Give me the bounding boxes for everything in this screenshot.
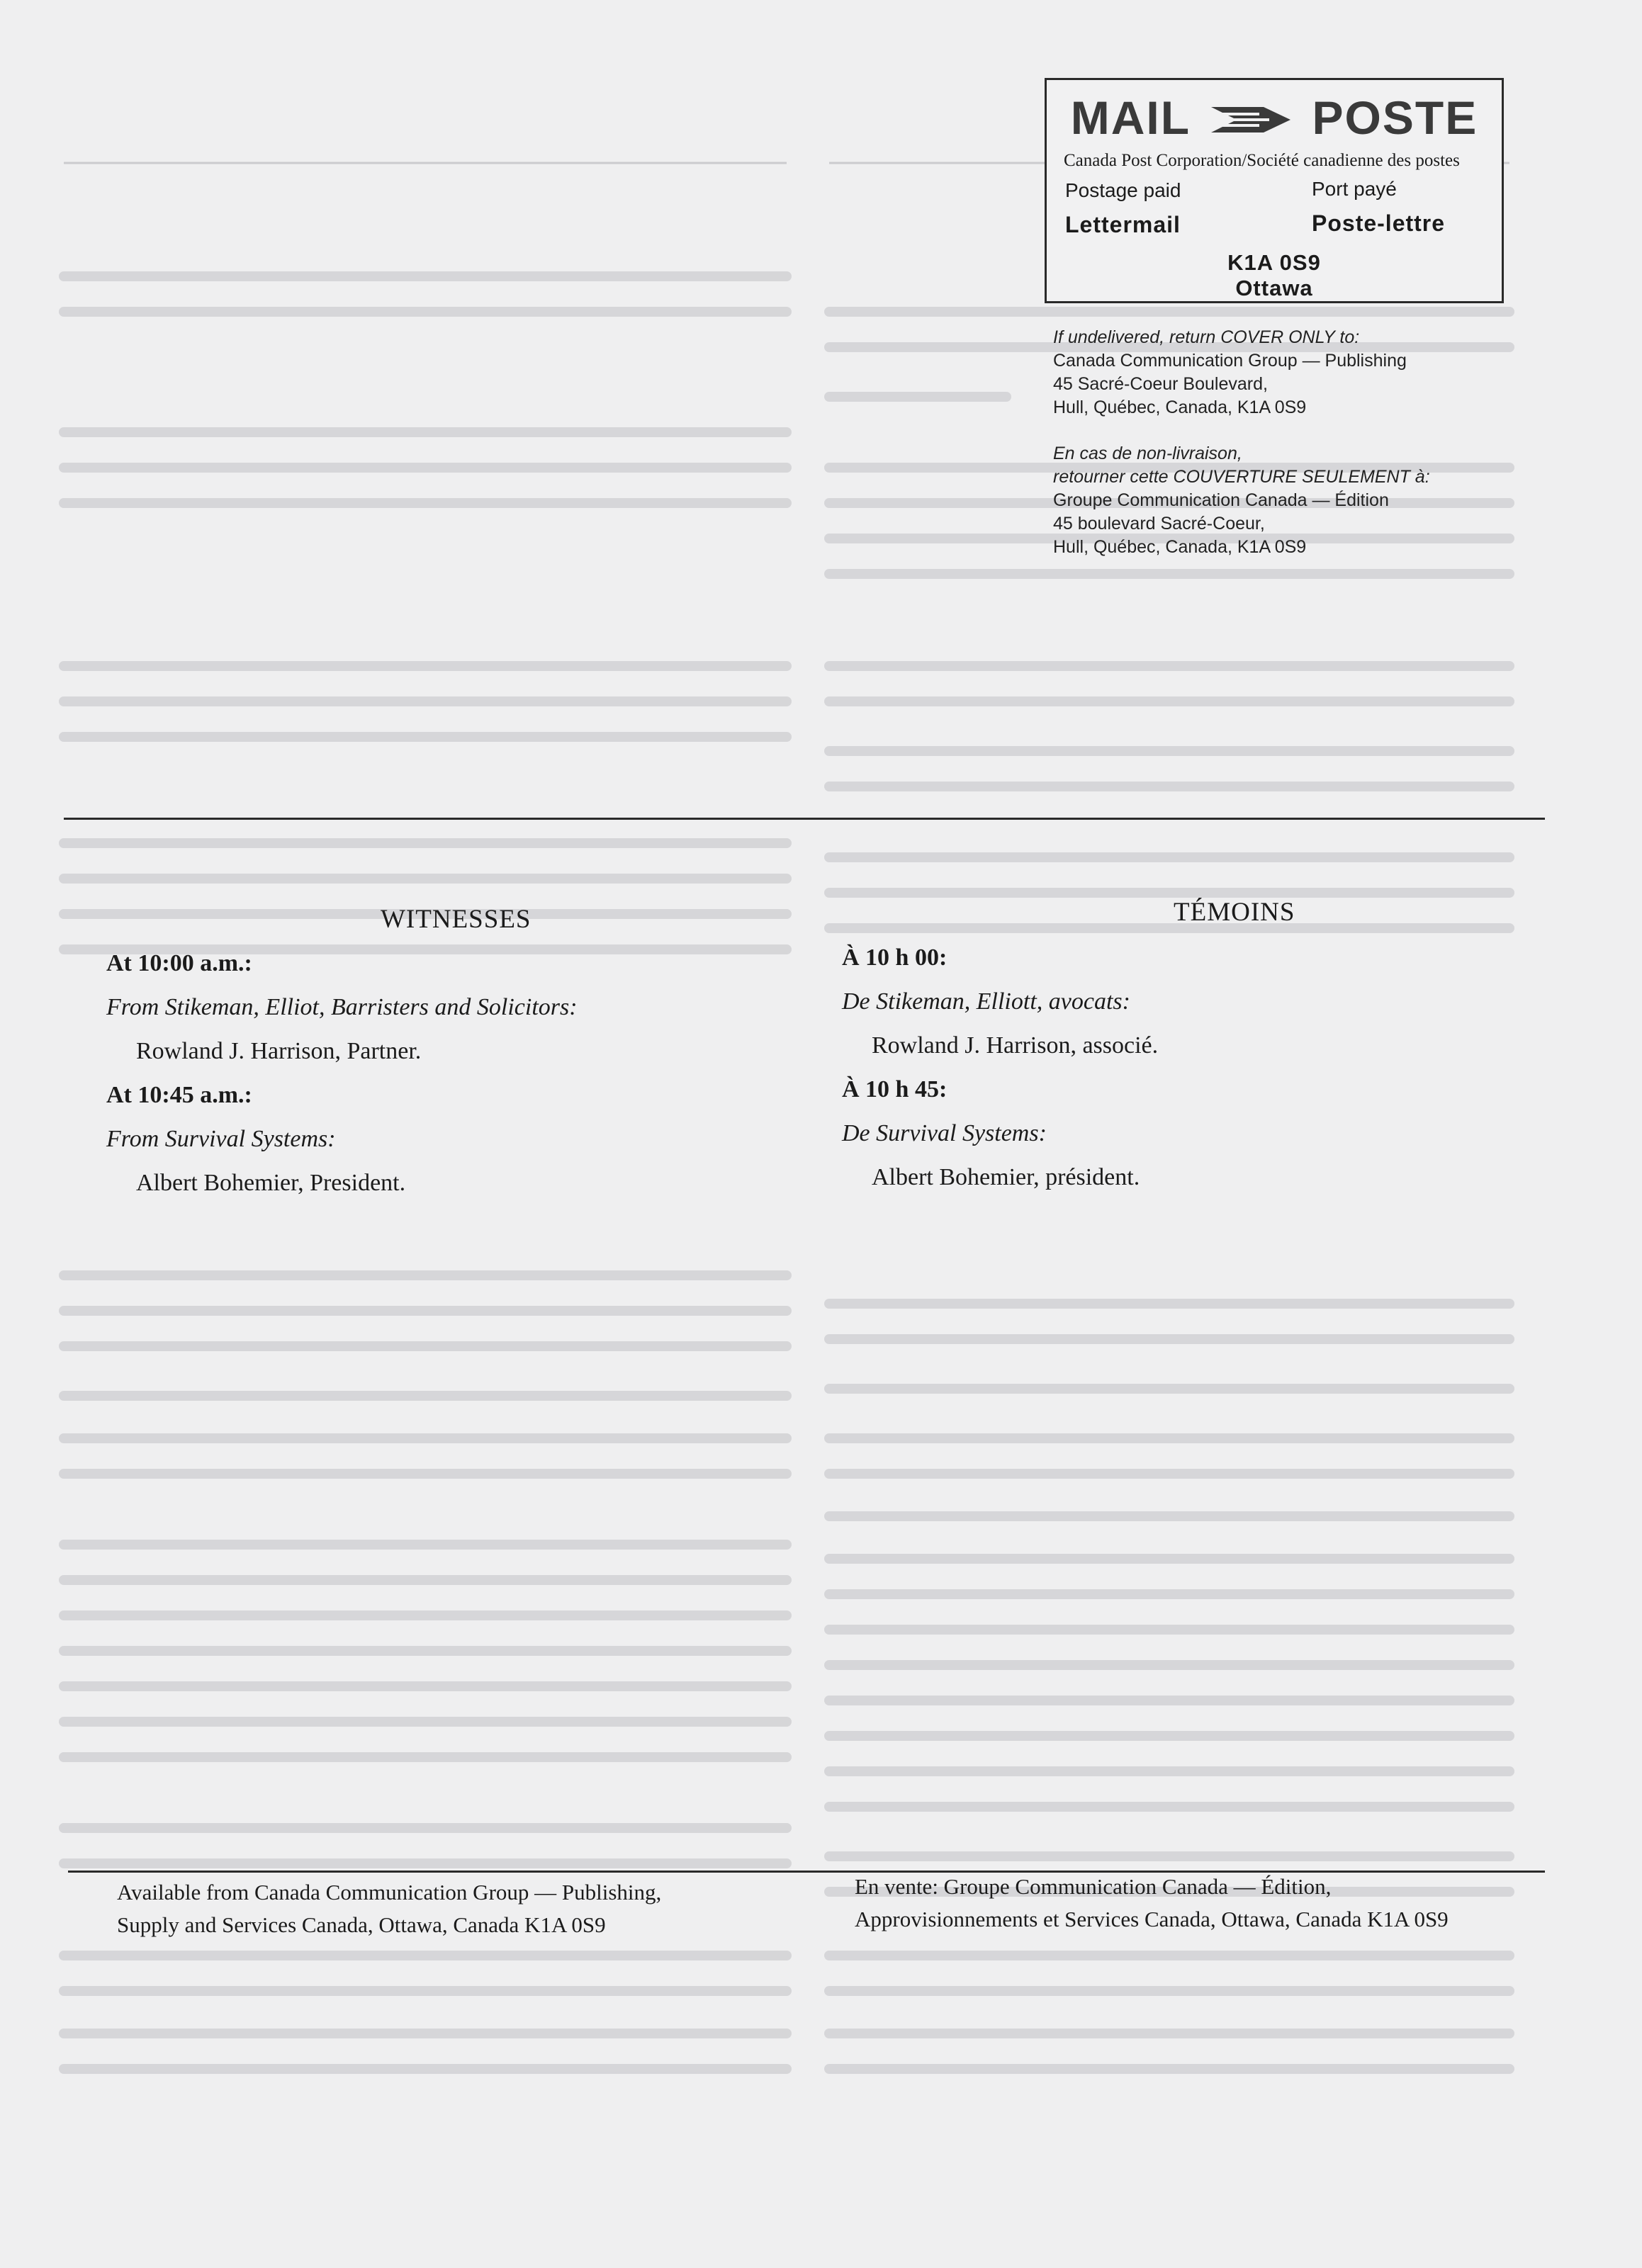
witnesses-heading: WITNESSES — [381, 905, 532, 934]
return-instruction-fr-2: retourner cette COUVERTURE SEULEMENT à: — [1053, 467, 1430, 487]
return-city-fr: Hull, Québec, Canada, K1A 0S9 — [1053, 537, 1307, 557]
return-org-en: Canada Communication Group — Publishing — [1053, 351, 1407, 371]
postal-code: K1A 0S9 — [1227, 250, 1321, 275]
postal-city: Ottawa — [1235, 276, 1313, 300]
canada-post-arrow-icon — [1208, 98, 1293, 145]
mail-label: MAIL — [1070, 91, 1190, 144]
footer-french — [855, 1871, 1449, 1936]
mail-poste-logo — [1047, 91, 1502, 145]
footer-english-line-2: Supply and Services Canada, Ottawa, Canada K1A 0S9 — [117, 1912, 606, 1937]
footer-english — [117, 1876, 661, 1941]
temoin-org-1: De Stikeman, Elliott, avocats: — [842, 988, 1130, 1015]
return-city-en: Hull, Québec, Canada, K1A 0S9 — [1053, 397, 1307, 417]
witness-org-2: From Survival Systems: — [106, 1126, 336, 1152]
return-address-english — [1053, 326, 1407, 419]
witness-time-2: At 10:45 a.m.: — [106, 1082, 252, 1108]
footer-french-line-1: En vente: Groupe Communication Canada — Édition, — [855, 1874, 1332, 1899]
return-street-fr: 45 boulevard Sacré-Coeur, — [1053, 514, 1265, 534]
section-divider-top — [64, 818, 1545, 820]
return-address-french — [1053, 442, 1430, 559]
postage-paid-label: Postage paid — [1065, 179, 1181, 201]
return-instruction-en: If undelivered, return COVER ONLY to: — [1053, 327, 1360, 347]
temoins-heading: TÉMOINS — [1174, 898, 1295, 927]
temoin-time-2: À 10 h 45: — [842, 1076, 947, 1102]
return-street-en: 45 Sacré-Coeur Boulevard, — [1053, 374, 1268, 394]
poste-label: POSTE — [1312, 91, 1478, 144]
witness-person-2: Albert Bohemier, President. — [136, 1170, 406, 1196]
canada-post-corporation: Canada Post Corporation/Société canadienne des postes — [1064, 151, 1460, 170]
temoin-person-2: Albert Bohemier, président. — [872, 1164, 1140, 1190]
temoin-time-1: À 10 h 00: — [842, 944, 947, 971]
poste-lettre-label: Poste-lettre — [1312, 210, 1446, 236]
witness-person-1: Rowland J. Harrison, Partner. — [136, 1038, 422, 1064]
witness-time-1: At 10:00 a.m.: — [106, 950, 252, 976]
temoin-org-2: De Survival Systems: — [842, 1120, 1047, 1146]
postage-indicia-box — [1045, 78, 1504, 303]
port-paye-label: Port payé — [1312, 178, 1397, 200]
footer-french-line-2: Approvisionnements et Services Canada, Ottawa, Canada K1A 0S9 — [855, 1907, 1449, 1931]
return-org-fr: Groupe Communication Canada — Édition — [1053, 490, 1389, 510]
witness-org-1: From Stikeman, Elliot, Barristers and Solicitors: — [106, 994, 578, 1020]
footer-english-line-1: Available from Canada Communication Group — Publishing, — [117, 1880, 662, 1905]
temoin-person-1: Rowland J. Harrison, associé. — [872, 1032, 1159, 1059]
lettermail-label: Lettermail — [1065, 212, 1181, 237]
return-instruction-fr-1: En cas de non-livraison, — [1053, 444, 1242, 463]
